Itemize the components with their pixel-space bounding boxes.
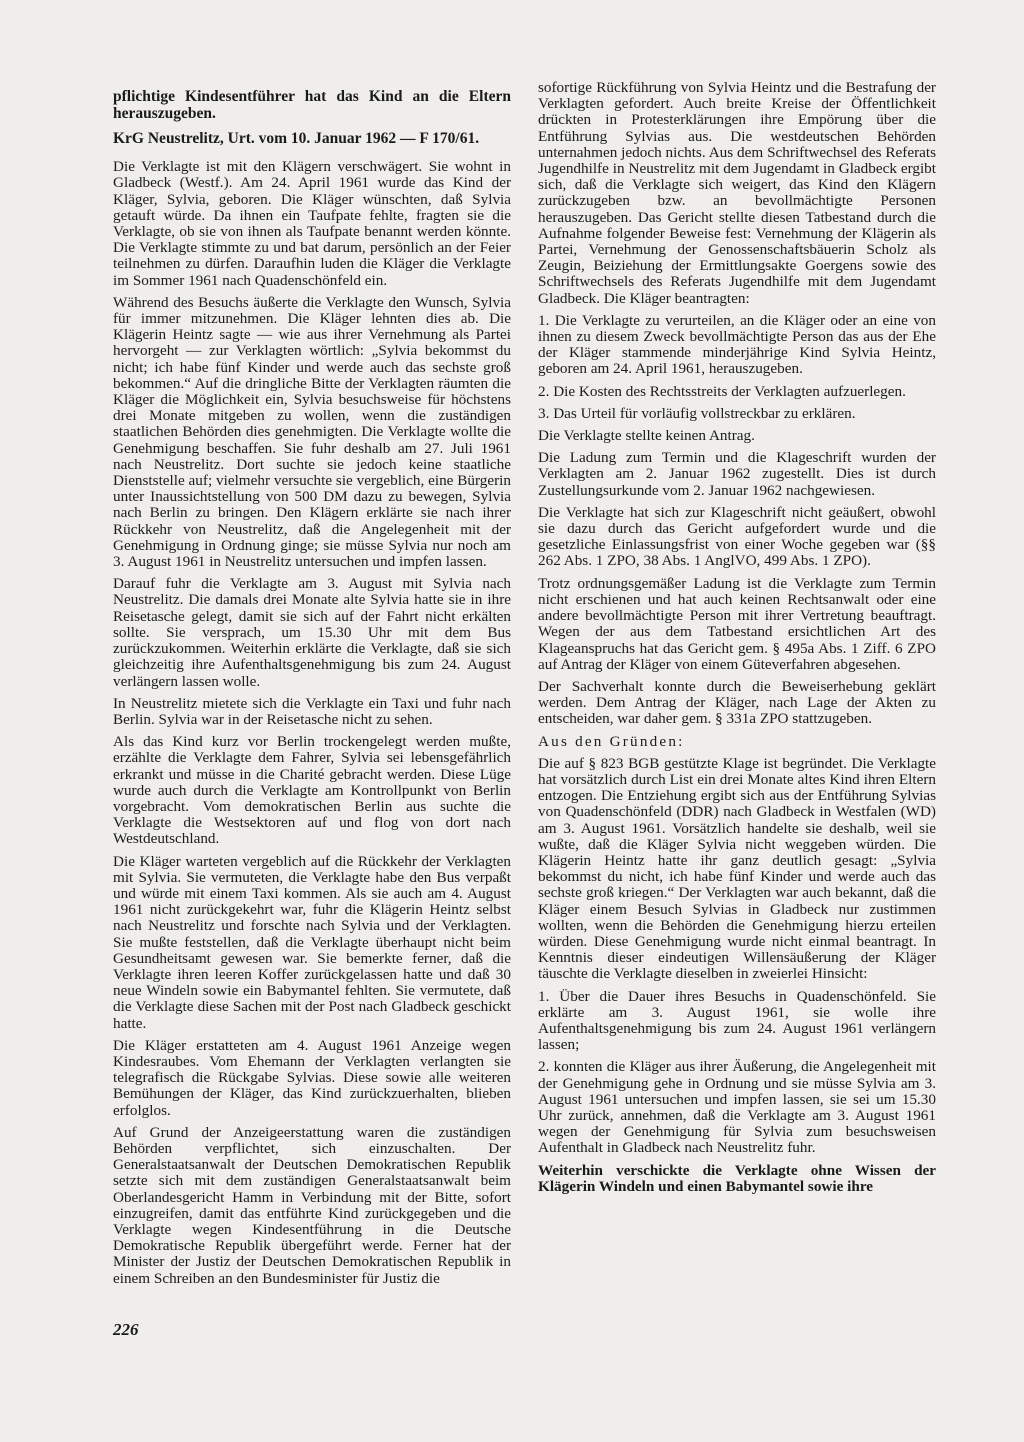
paragraph: Während des Besuchs äußerte die Verklagte den Wunsch, Sylvia für immer mitzunehmen. Die Kläger lehnten dies ab. Die Klägerin Heintz sagte — wie aus ihrer Vernehmung als Partei hervorgeht — zur Verklagten wörtlich: „Sylvia bekommst du nicht; ich habe fünf Kinder und werde auch das sechste groß bekommen.“ Auf die dringliche Bitte der Verklagten räumten die Kläger die Möglichkeit ein, Sylvia besuchsweise für höchstens drei Monate mitgeben zu wollen, wenn die zuständigen staatlichen Behörden dies genehmigten. Die Verklagte wollte die Genehmigung beschaffen. Sie fuhr deshalb am 27. Juli 1961 nach Neustrelitz. Dort suchte sie jedoch keine staatliche Dienststelle auf; vielmehr versuchte sie vergeblich, eine Bürgerin unter Inaussichtstellung von 500 DM dazu zu bewegen, Sylvia nach Berlin zu bringen. Den Klägern erklärte sie nach ihrer Rückkehr von Neustrelitz, daß die Angelegenheit mit der Genehmigung in Ordnung ginge; sie müsse Sylvia nur noch am 3. August 1961 in Neustrelitz untersuchen und impfen lassen. [113, 293, 511, 571]
paragraph: Darauf fuhr die Verklagte am 3. August mit Sylvia nach Neustrelitz. Die damals drei Monate alte Sylvia hatte sie in ihre Reisetasche gelegt, damit sie sich auf der Fahrt nicht erkälten sollte. Sie versprach, um 15.30 Uhr mit dem Bus zurückzukommen. Weiterhin erklärte die Verklagte, daß sie sich gleichzeitig ihre Aufenthaltsgenehmigung bis zum 24. August verlängern lassen wolle. [113, 575, 511, 690]
paragraph: Die Verklagte stellte keinen Antrag. [538, 427, 755, 445]
list-item: 2. konnten die Kläger aus ihrer Äußerung, die Angelegenheit mit der Genehmigung gehe in Ordnung und sie müsse Sylvia am 3. August 1961 untersuchen und impfen lassen, sie sei um 15.30 Uhr zurück, annehmen, daß die Verklagte am 3. August 1961 wegen der Genehmigung für Sylvia zum besuchsweisen Aufenthalt in Gladbeck nach Neustrelitz fuhr. [538, 1058, 936, 1157]
left-column [113, 88, 511, 1293]
paragraph: Die auf § 823 BGB gestützte Klage ist begründet. Die Verklagte hat vorsätzlich durch List ein drei Monate altes Kind ihren Eltern entzogen. Die Entziehung ergibt sich aus der Entführung Sylvias von Quadenschönfeld (DDR) nach Gladbeck in Westfalen (WD) am 3. August 1961. Vorsätzlich handelte sie deshalb, weil sie wußte, daß die Kläger Sylvia nicht weggeben würden. Die Klägerin Heintz hatte ihr ganz deutlich gesagt: „Sylvia bekommst du nicht, ich habe fünf Kinder und werde auch das sechste groß kriegen.“ Der Verklagten war auch bekannt, daß die Kläger einem Besuch Sylvias in Gladbeck nur zustimmen wollten, wenn die Behörden die Genehmigung hierzu erteilen würden. Diese Genehmigung wurde nicht einmal beantragt. In Kenntnis dieser eindeutigen Willensäußerung der Kläger täuschte die Verklagte dieselben in zweierlei Hinsicht: [538, 754, 936, 983]
paragraph: Die Kläger warteten vergeblich auf die Rückkehr der Verklagten mit Sylvia. Sie vermuteten, die Verklagte habe den Bus verpaßt und würde mit einem Taxi kommen. Als sie auch am 4. August 1961 nicht zurückgekehrt war, fuhr die Klägerin Heintz selbst nach Neustrelitz und forschte nach Sylvia und der Verklagten. Sie mußte feststellen, daß die Verklagte überhaupt nicht beim Gesundheitsamt gewesen war. Sie bemerkte ferner, daß die Verklagte ihren leeren Koffer zurückgelassen hatte und daß 30 neue Windeln sowie ein Babymantel fehlten. Sie vermutete, daß die Verklagte diese Sachen mit der Post nach Gladbeck geschickt hatte. [113, 852, 511, 1032]
paragraph: Weiterhin verschickte die Verklagte ohne Wissen der Klägerin Windeln und einen Babymantel sowie ihre [538, 1161, 936, 1195]
paragraph: Der Sachverhalt konnte durch die Beweiserhebung geklärt werden. Dem Antrag der Kläger, nach Lage der Akten zu entscheiden, war daher gem. § 331a ZPO stattzugeben. [538, 677, 936, 728]
paragraph: Auf Grund der Anzeigeerstattung waren die zuständigen Behörden verpflichtet, sich einzuschalten. Der Generalstaatsanwalt der Deutschen Demokratischen Republik setzte sich mit dem zuständigen Generalstaatsanwalt beim Oberlandesgericht Hamm in Verbindung mit der Bitte, sofort einzugreifen, damit das entführte Kind zurückgegeben und die Verklagte wegen Kindesentführung in die Deutsche Demokratische Republik übergeführt werde. Ferner hat der Minister der Justiz der Deutschen Demokratischen Republik in einem Schreiben an den Bundesminister für Justiz die [113, 1123, 511, 1287]
right-column [538, 80, 936, 1201]
section-heading: Aus den Gründen: [538, 732, 685, 750]
paragraph: Die Kläger erstatteten am 4. August 1961 Anzeige wegen Kindesraubes. Vom Ehemann der Verklagten verlangten sie telegrafisch die Rückgabe Sylvias. Diese sowie alle weiteren Bemühungen der Kläger, das Kind zurückzuerhalten, blieben erfolglos. [113, 1036, 511, 1119]
list-item: 1. Über die Dauer ihres Besuchs in Quadenschönfeld. Sie erklärte am 3. August 1961, sie wolle ihre Aufenthaltsgenehmigung bis zum 24. August 1961 verlängern lassen; [538, 987, 936, 1054]
headnote-intro: pflichtige Kindesentführer hat das Kind an die Eltern herauszugeben. [113, 88, 511, 122]
motion-item: 2. Die Kosten des Rechtsstreits der Verklagten aufzuerlegen. [538, 382, 906, 400]
case-reference: KrG Neustrelitz, Urt. vom 10. Januar 1962 — F 170/61. [113, 130, 480, 147]
paragraph: Als das Kind kurz vor Berlin trockengelegt werden mußte, erzählte die Verklagte dem Fahrer, Sylvia sei lebensgefährlich erkrankt und müsse in die Charité gebracht werden. Diese Lüge wurde auch durch die Verklagte am Kontrollpunkt von Berlin vorgebracht. Vom demokratischen Berlin aus suchte die Verklagte die Westsektoren auf und flog von dort nach Westdeutschland. [113, 733, 511, 848]
paragraph: In Neustrelitz mietete sich die Verklagte ein Taxi und fuhr nach Berlin. Sylvia war in der Reisetasche nicht zu sehen. [113, 694, 511, 728]
paragraph: Die Verklagte hat sich zur Klageschrift nicht geäußert, obwohl sie dazu durch das Gericht aufgefordert wurde und die gesetzliche Einlassungsfrist von einer Woche gegeben war (§§ 262 Abs. 1 ZPO, 38 Abs. 1 AnglVO, 499 Abs. 1 ZPO). [538, 503, 936, 570]
motion-item: 3. Das Urteil für vorläufig vollstreckbar zu erklären. [538, 404, 856, 422]
page-number: 226 [113, 1320, 139, 1339]
motion-item: 1. Die Verklagte zu verurteilen, an die Kläger oder an eine von ihnen zu diesem Zweck bevollmächtigte Person das aus der Ehe der Kläger stammende minderjährige Kind Sylvia Heintz, geboren am 24. April 1961, herauszugeben. [538, 311, 936, 378]
paragraph: sofortige Rückführung von Sylvia Heintz und die Bestrafung der Verklagten gefordert. Auch breite Kreise der Öffentlichkeit drückten in Protesterklärungen ihre Empörung über die Entführung Sylvias aus. Die westdeutschen Behörden unternahmen jedoch nichts. Aus dem Schriftwechsel des Referats Jugendhilfe in Neustrelitz mit dem Jugendamt in Gladbeck ergibt sich, daß die Verklagte sich weigert, das Kind den Klägern zurückzugeben bzw. an bevollmächtigte Personen herauszugeben. Das Gericht stellte diesen Tatbestand durch die Aufnahme folgender Beweise fest: Vernehmung der Klägerin als Partei, Vernehmung der Genossenschaftsbäuerin Scholz als Zeugin, Beiziehung der Ermittlungsakte Goergens sowie des Schriftwechsels des Referats Jugendhilfe mit dem Jugendamt Gladbeck. Die Kläger beantragten: [538, 79, 936, 307]
paragraph: Die Verklagte ist mit den Klägern verschwägert. Sie wohnt in Gladbeck (Westf.). Am 24. April 1961 wurde das Kind der Kläger, Sylvia, geboren. Die Kläger wünschten, daß Sylvia getauft würde. Da ihnen ein Taufpate fehlte, fragten sie die Verklagte, ob sie von ihnen als Taufpate benannt werden könnte. Die Verklagte stimmte zu und bat darum, persönlich an der Feier teilnehmen zu dürfen. Daraufhin luden die Kläger die Verklagte im Sommer 1961 nach Quadenschönfeld ein. [113, 158, 511, 289]
paragraph: Die Ladung zum Termin und die Klageschrift wurden der Verklagten am 2. Januar 1962 zugestellt. Dies ist durch Zustellungsurkunde vom 2. Januar 1962 nachgewiesen. [538, 449, 936, 499]
paragraph: Trotz ordnungsgemäßer Ladung ist die Verklagte zum Termin nicht erschienen und hat auch keinen Rechtsanwalt oder eine andere bevollmächtigte Person mit ihrer Vertretung beauftragt. Wegen der aus dem Tatbestand ersichtlichen Art des Klageanspruchs hat das Gericht gem. § 495a Abs. 1 Ziff. 6 ZPO auf Antrag der Kläger von einem Güteverfahren abgesehen. [538, 574, 936, 673]
